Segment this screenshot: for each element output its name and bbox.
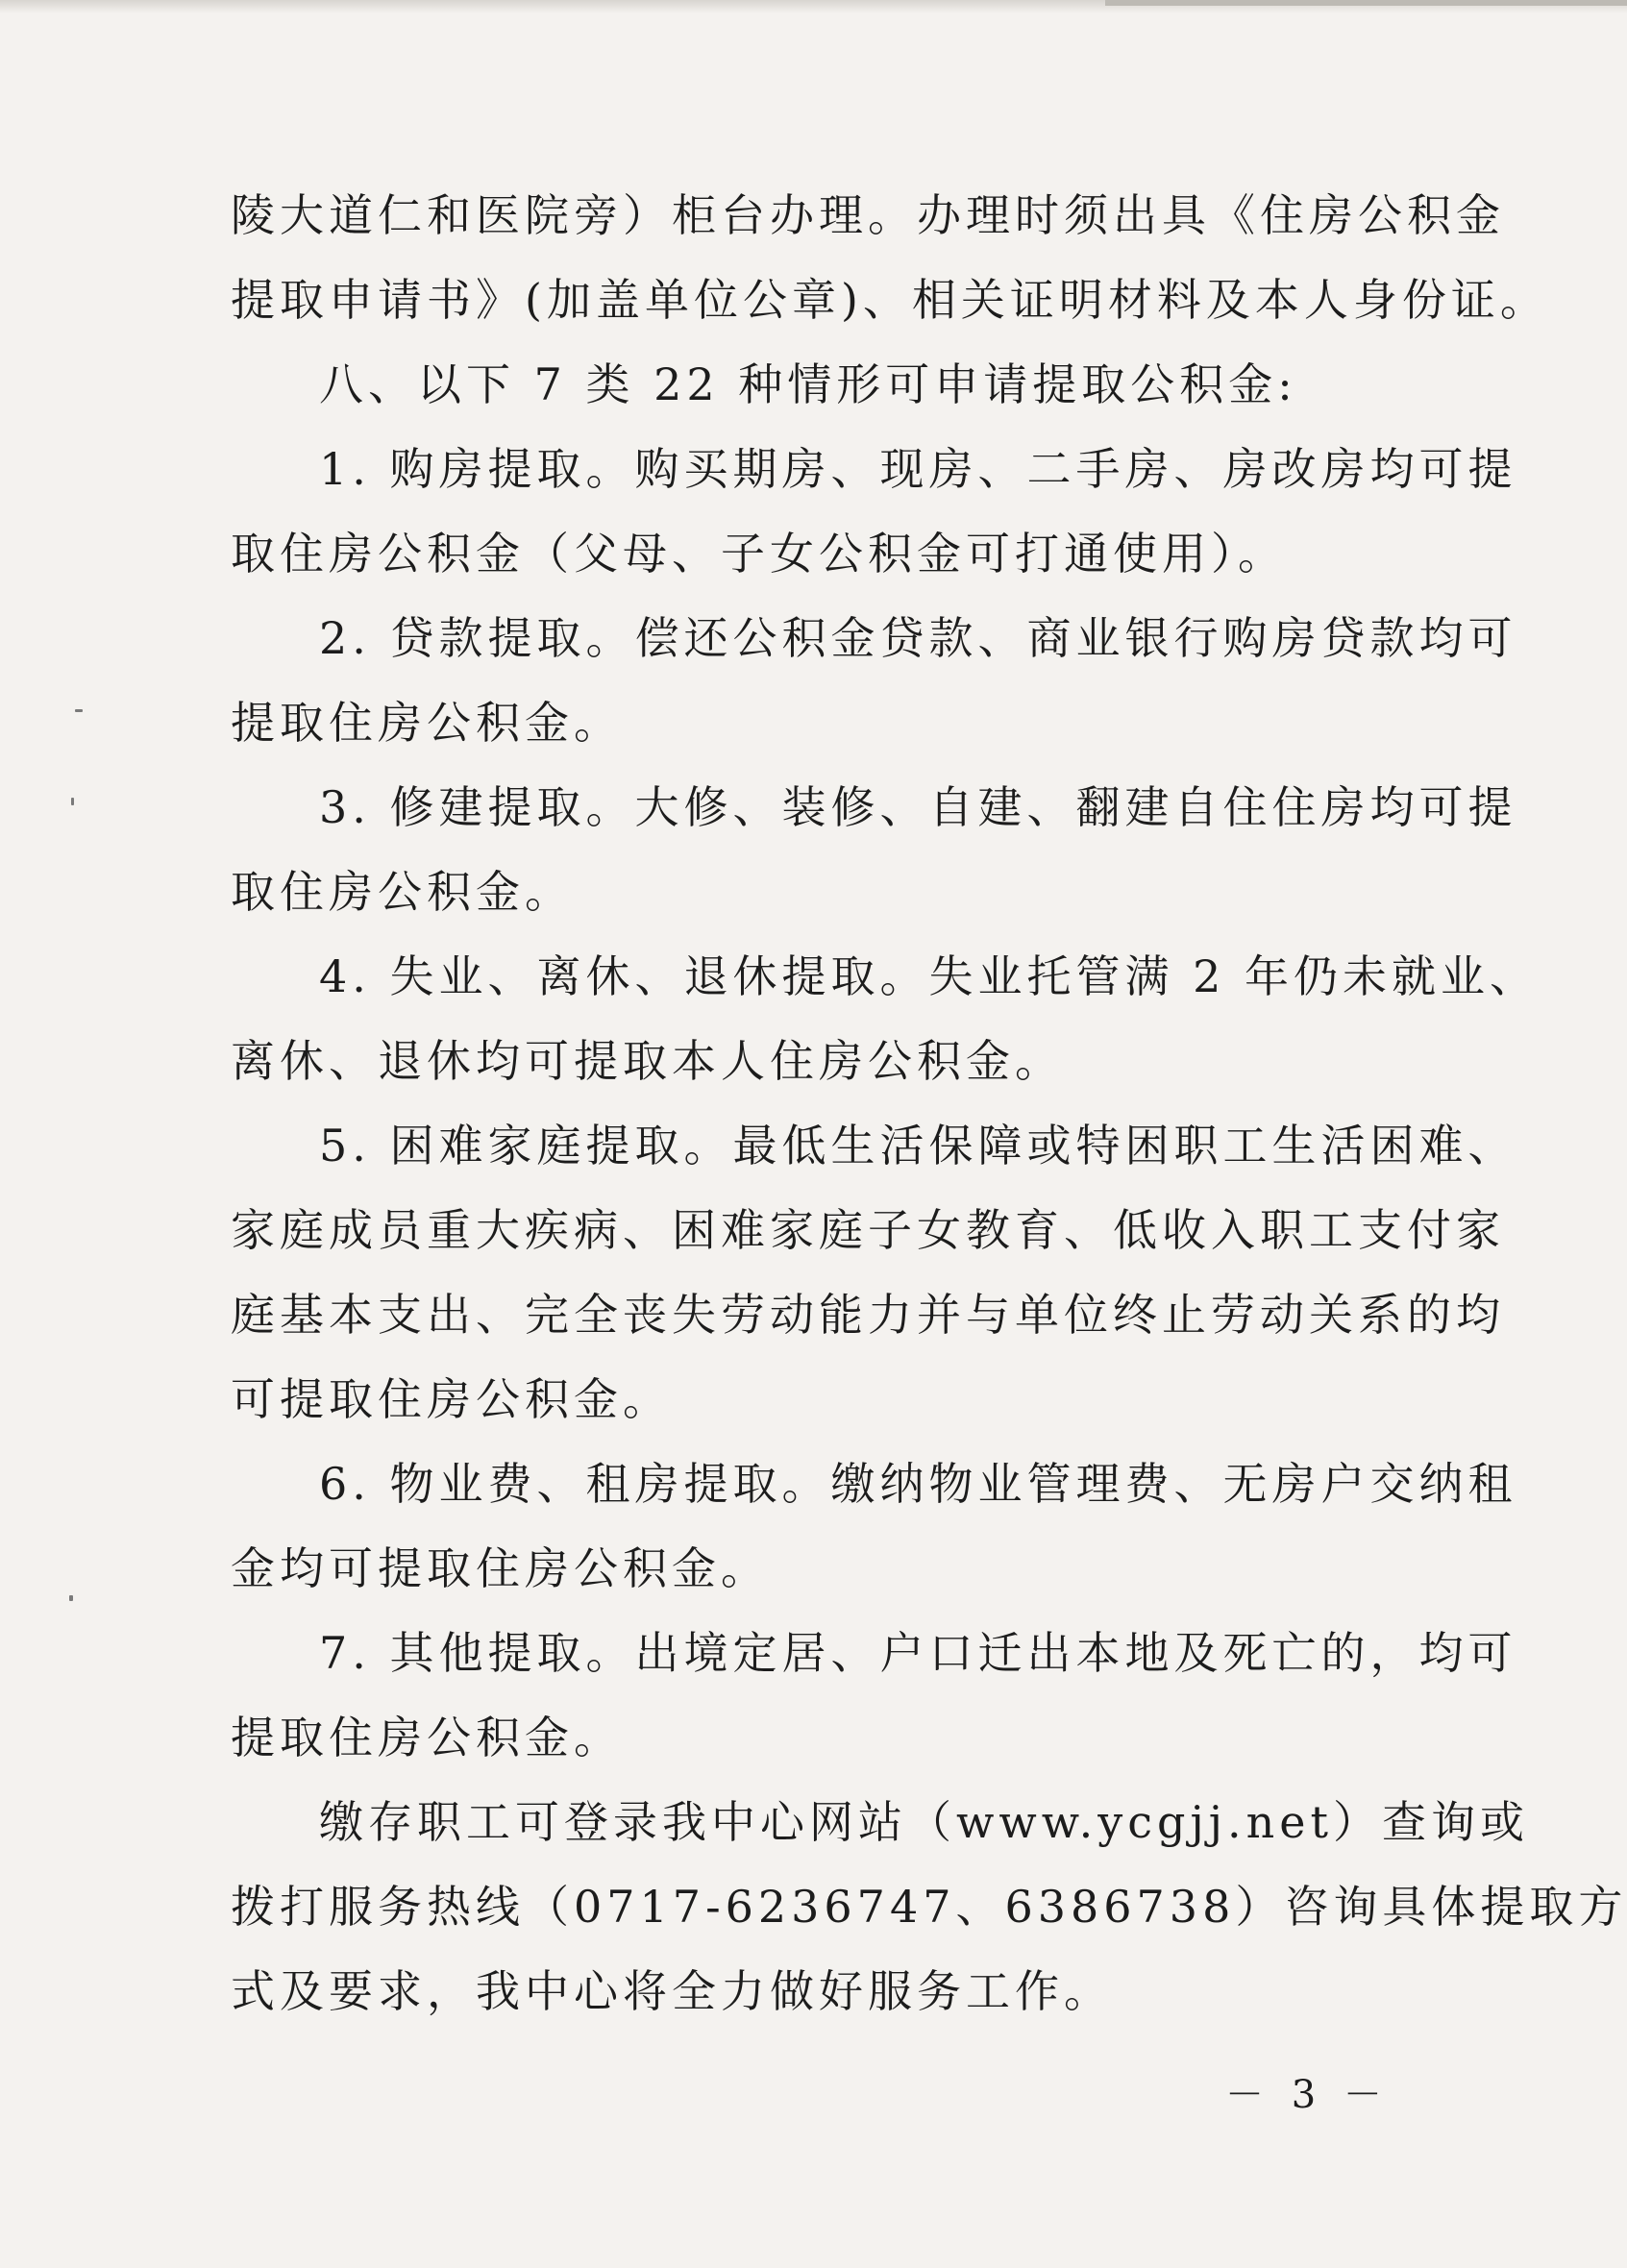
text-line: 7. 其他提取。出境定居、户口迁出本地及死亡的，均可 [319,1627,1517,1679]
text-line: 3. 修建提取。大修、装修、自建、翻建自住住房均可提 [319,781,1517,833]
text-line: 2. 贷款提取。偿还公积金贷款、商业银行购房贷款均可 [319,612,1517,664]
text-line: 拨打服务热线（0717-6236747、6386738）咨询具体提取方 [231,1881,1627,1933]
document-body [231,173,1627,2034]
text-line: 提取住房公积金。 [231,697,623,749]
scan-speck [75,709,83,712]
section-heading: 八、以下 7 类 22 种情形可申请提取公积金: [319,358,1297,410]
text-line: 式及要求，我中心将全力做好服务工作。 [231,1965,1113,2017]
text-line: 4. 失业、离休、退休提取。失业托管满 2 年仍未就业、 [319,950,1540,1002]
text-line: 6. 物业费、租房提取。缴纳物业管理费、无房户交纳租 [319,1458,1517,1510]
text-line: 缴存职工可登录我中心网站（www.ycgjj.net）查询或 [319,1796,1529,1848]
scan-speck [71,798,74,805]
scan-speck [69,1595,73,1601]
text-line: 提取申请书》(加盖单位公章)、相关证明材料及本人身份证。 [231,274,1549,326]
text-line: 取住房公积金（父母、子女公积金可打通使用）。 [231,528,1287,579]
text-line: 取住房公积金。 [231,866,574,918]
text-line: 1. 购房提取。购买期房、现房、二手房、房改房均可提 [319,443,1517,495]
text-line: 可提取住房公积金。 [231,1373,672,1425]
text-line: 5. 困难家庭提取。最低生活保障或特困职工生活困难、 [319,1120,1517,1171]
text-line: 金均可提取住房公积金。 [231,1542,770,1594]
text-line: 庭基本支出、完全丧失劳动能力并与单位终止劳动关系的均 [231,1289,1505,1341]
text-line: 提取住房公积金。 [231,1712,623,1763]
text-line: 陵大道仁和医院旁）柜台办理。办理时须出具《住房公积金 [231,189,1505,241]
text-line: 家庭成员重大疾病、困难家庭子女教育、低收入职工支付家 [231,1204,1505,1256]
page-number: － 3 － [1225,2073,1390,2117]
text-line: 离休、退休均可提取本人住房公积金。 [231,1035,1064,1087]
scan-edge-mark [1105,0,1627,6]
